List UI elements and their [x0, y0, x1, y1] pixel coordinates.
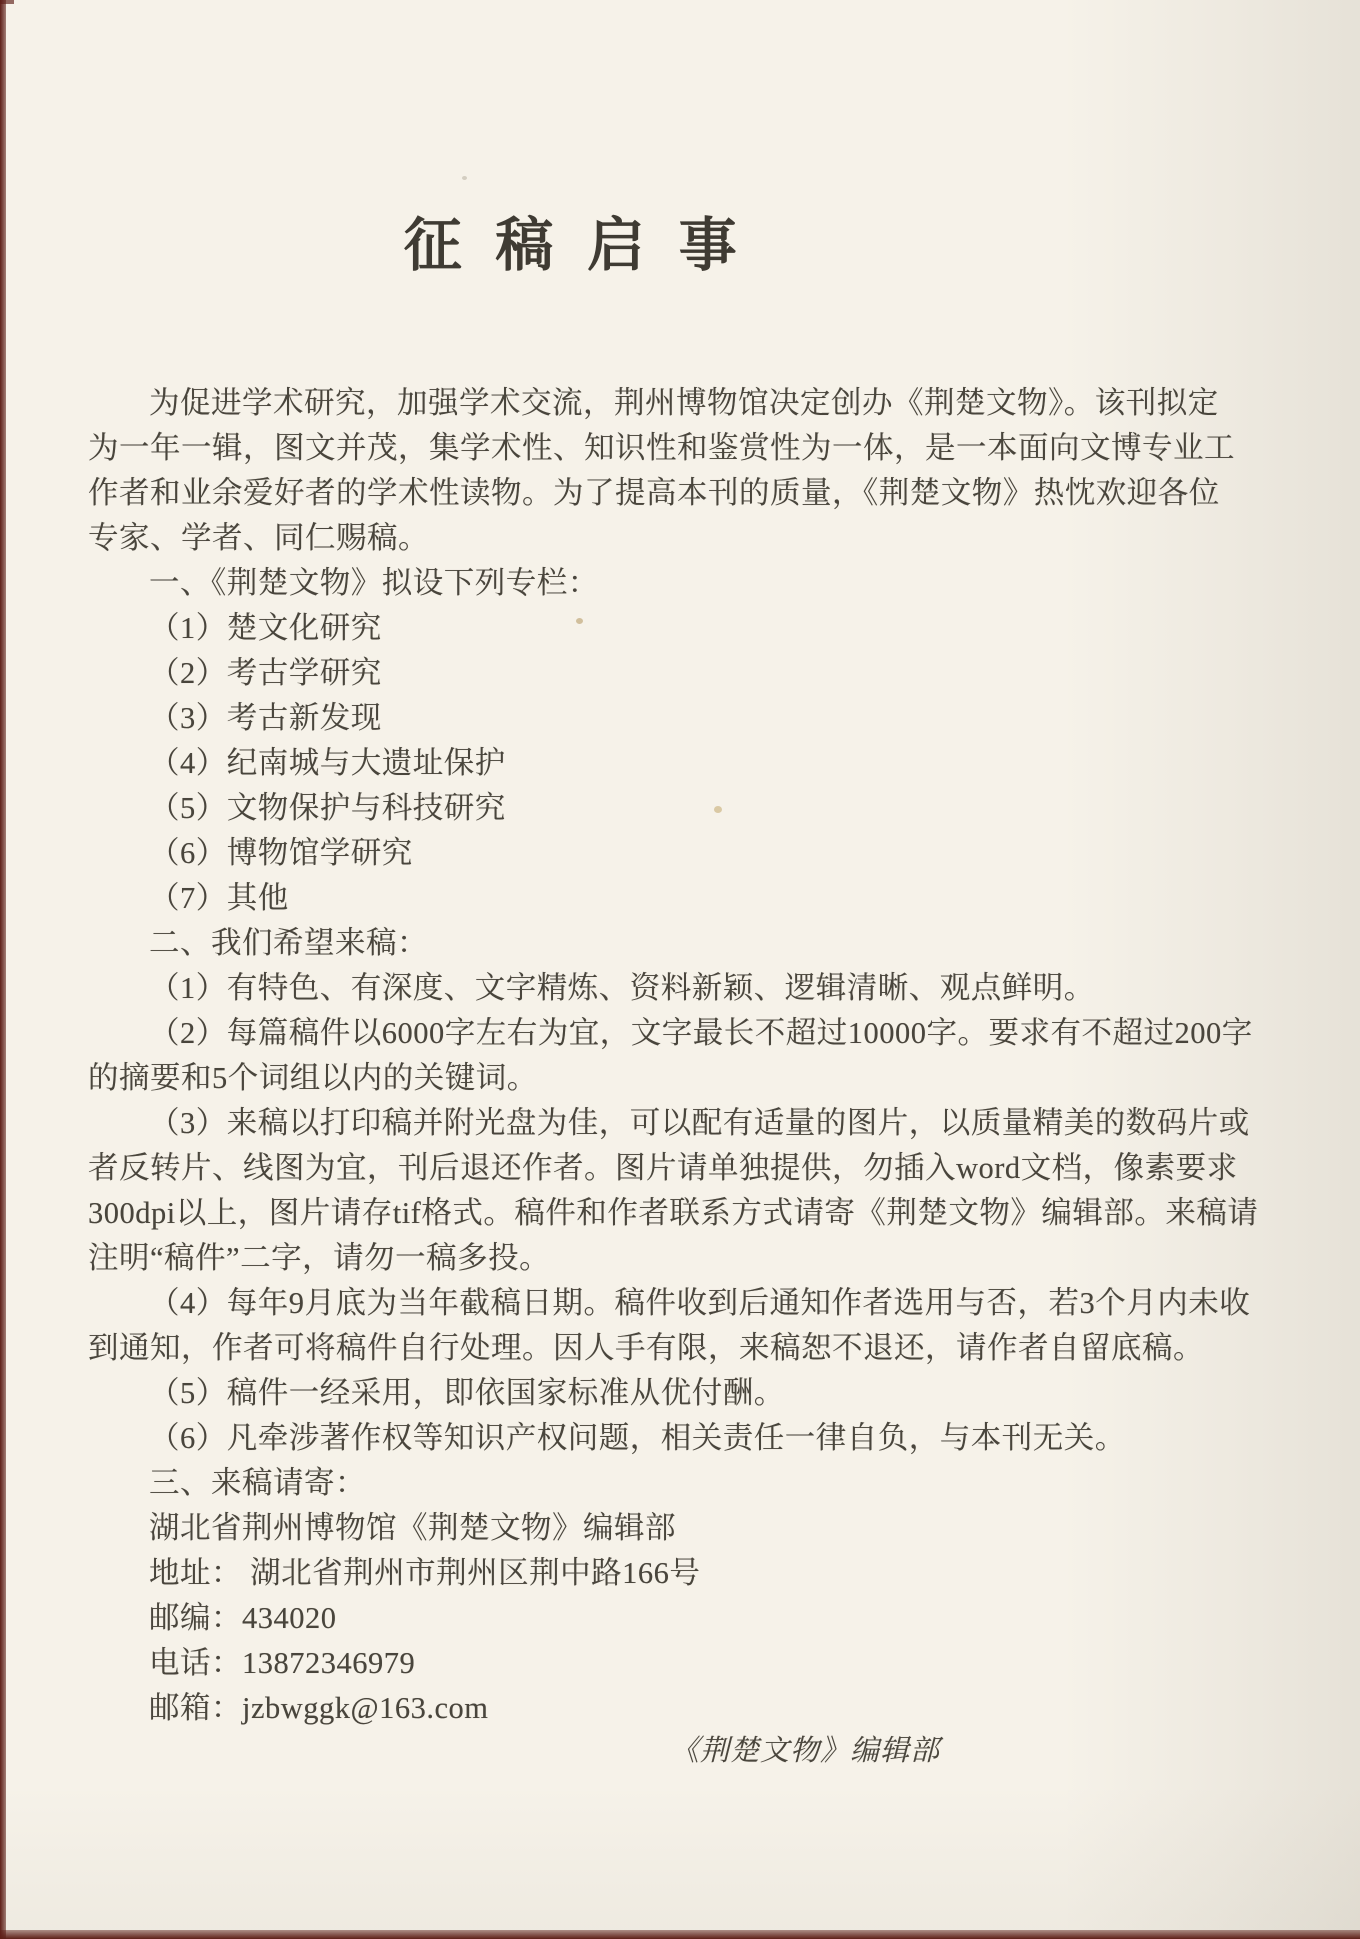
notice-body-text: [88, 381, 1259, 1731]
text-line: （4）纪南城与大遗址保护: [149, 746, 506, 780]
text-line: （6）凡牵涉著作权等知识产权问题，相关责任一律自负，与本刊无关。: [149, 1421, 1126, 1455]
editorial-signature: 《荆楚文物》编辑部: [669, 1735, 940, 1767]
text-line: 一、《荆楚文物》拟设下列专栏：: [149, 566, 599, 600]
scan-speck: [576, 618, 583, 624]
scan-edge-corner: [0, 0, 14, 4]
text-line: 到通知，作者可将稿件自行处理。因人手有限，来稿恕不退还，请作者自留底稿。: [88, 1331, 1204, 1365]
scan-speck: [714, 806, 722, 813]
text-line: 二、我们希望来稿：: [149, 926, 428, 960]
text-line: （2）考古学研究: [149, 656, 382, 690]
text-line: （1）楚文化研究: [149, 611, 382, 645]
text-line: 湖北省荆州博物馆《荆楚文物》编辑部: [149, 1511, 676, 1545]
text-line: 300dpi以上，图片请存tif格式。稿件和作者联系方式请寄《荆楚文物》编辑部。来稿请: [88, 1196, 1259, 1230]
text-line: 邮箱：jzbwggk@163.com: [149, 1691, 489, 1725]
text-line: （3）来稿以打印稿并附光盘为佳，可以配有适量的图片，以质量精美的数码片或: [149, 1106, 1250, 1140]
text-line: 的摘要和5个词组以内的关键词。: [88, 1061, 538, 1095]
scan-speck: [462, 176, 467, 180]
text-line: 注明“稿件”二字，请勿一稿多投。: [88, 1241, 551, 1275]
text-line: （4）每年9月底为当年截稿日期。稿件收到后通知作者选用与否，若3个月内未收: [149, 1286, 1251, 1320]
text-line: 邮编：434020: [149, 1601, 337, 1635]
text-line: 者反转片、线图为宜，刊后退还作者。图片请单独提供，勿插入word文档，像素要求: [88, 1151, 1238, 1185]
text-line: 三、来稿请寄：: [149, 1466, 366, 1500]
text-line: 为一年一辑，图文并茂，集学术性、知识性和鉴赏性为一体，是一本面向文博专业工: [88, 431, 1235, 465]
scan-edge-left: [0, 0, 6, 1939]
text-line: （2）每篇稿件以6000字左右为宜，文字最长不超过10000字。要求有不超过200字: [149, 1016, 1253, 1050]
text-line: 专家、学者、同仁赐稿。: [88, 521, 429, 555]
text-line: （5）稿件一经采用，即依国家标准从优付酬。: [149, 1376, 785, 1410]
text-line: （7）其他: [149, 881, 289, 915]
text-line: （1）有特色、有深度、文字精炼、资料新颖、逻辑清晰、观点鲜明。: [149, 971, 1095, 1005]
text-line: （6）博物馆学研究: [149, 836, 413, 870]
text-line: 为促进学术研究，加强学术交流，荆州博物馆决定创办《荆楚文物》。该刊拟定: [149, 386, 1219, 420]
text-line: （3）考古新发现: [149, 701, 382, 735]
text-line: 电话：13872346979: [149, 1646, 416, 1680]
text-line: 作者和业余爱好者的学术性读物。为了提高本刊的质量，《荆楚文物》热忱欢迎各位: [88, 476, 1220, 510]
text-line: 地址： 湖北省荆州市荆州区荆中路166号: [149, 1556, 701, 1590]
text-line: （5）文物保护与科技研究: [149, 791, 506, 825]
scan-edge-bottom: [0, 1930, 1360, 1939]
page-title: 征稿启事: [403, 213, 771, 278]
